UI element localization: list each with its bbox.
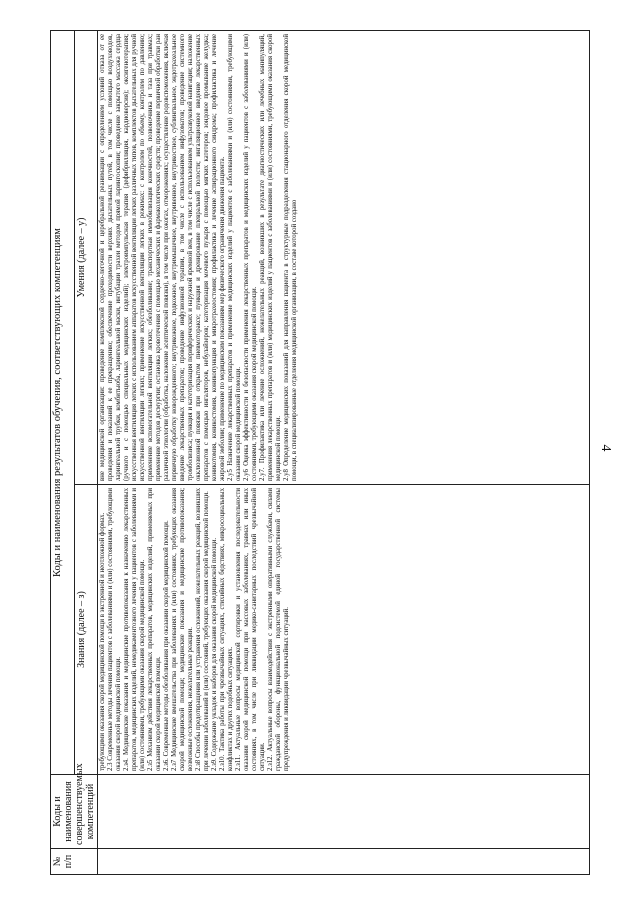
knowledge-item: 2.з9. Содержание укладок и наборов для оказания скорой медицинской помощи. bbox=[211, 537, 219, 771]
knowledge-item: 2.з6. Современные методы обезболивания при оказании скорой медицинской помощи. bbox=[163, 520, 171, 771]
cell-codes bbox=[98, 775, 590, 849]
skills-cell bbox=[98, 31, 590, 485]
skill-item: 2.у6 Оценка эффективности и безопасности применения лекарственных препаратов и медицинских изделий у пациентов с заболеваниями и (или) состояниями, требующими оказания скорой медицинской помощи. bbox=[243, 34, 259, 481]
knowledge-item: 2.з11. Актуальные вопросы медицинской сортировки и установления последовательности оказания скорой медицинской помощи при массовых заболеваниях, травмах или иных состояниях, в том числе при ликвидации медико-санитарных последствий чрезвычайной ситуации. bbox=[235, 488, 267, 771]
header-codes: Коды и наименования совершенствуемых компетенций bbox=[51, 775, 98, 849]
knowledge-item: 2.з10. Тактика работы при чрезвычайных ситуациях, стихийных бедствиях, микросоциальных конфликтах и других подобных ситуациях. bbox=[219, 488, 235, 771]
knowledge-item: 2.з4. Медицинские показания и медицинские противопоказания к назначению лекарственных препаратов, медицинских изделий, немедикаментозного лечения у пациентов с заболеваниями и (или) состояниями, требующими оказания скорой медицинской помощи. bbox=[123, 488, 147, 771]
knowledge-item: 2.з8 Способы предотвращения или устранения осложнений, нежелательных реакций, возникших при лечении заболеваний и (или) состояний, требующих оказания скорой медицинской помощи. bbox=[195, 488, 211, 771]
knowledge-item: 2.з7 Медицинские вмешательства при заболеваниях и (или) состояниях, требующих оказания скорой медицинской помощи; медицинские показания и медицинские противопоказания; возможные осложнения, нежелательные реакции. bbox=[171, 488, 195, 771]
header-skills: Умения (далее – у) bbox=[74, 31, 98, 485]
skill-item: 2.у7. Профилактика или лечение осложнений, нежелательных реакций, возникших в результате диагностических или лечебных манипуляций, применения лекарственных препаратов и (или) медицинских изделий у пациентов с заболеваниями и (или) состояниями, требующими оказания скорой медицинской помощи. bbox=[259, 34, 283, 481]
page-number: 4 bbox=[598, 444, 613, 452]
header-results: Коды и наименования результатов обучения, соответствующих компетенциям bbox=[51, 31, 75, 775]
competency-table bbox=[50, 30, 590, 875]
header-number: № п/п bbox=[51, 849, 98, 875]
knowledge-item: 2.3 Современные методы лечения пациентов с заболеваниями и (или) состояниями, требующими оказания скорой медицинской помощи. bbox=[107, 488, 123, 771]
cell-number bbox=[98, 849, 590, 875]
knowledge-item: требующими оказания скорой медицинской помощи в экстренной и неотложной формах. bbox=[99, 512, 106, 771]
rotated-table-container bbox=[50, 30, 590, 875]
skill-item: 2.у5 Назначение лекарственных препаратов и применение медицинских изделий у пациентов с заболеваниями и (или) состояниями, требующими оказания скорой медицинской помощи. bbox=[227, 34, 243, 481]
knowledge-cell bbox=[98, 485, 590, 775]
knowledge-item: 2.з5 Механизм действия лекарственных препаратов, медицинских изделий, применяемых при оказании скорой медицинской помощи. bbox=[147, 488, 163, 771]
knowledge-item: 2.з12. Актуальные вопросы взаимодействия с экстренными оперативными службами, силами гражданской обороны, функциональной подсистемой единой государственной системы предупреждения и ликвидации чрезвычайных ситуаций. bbox=[267, 488, 291, 771]
header-knowledge: Знания (далее – з) bbox=[74, 485, 98, 775]
skill-item: вне медицинской организации: проведение комплексной сердечно-легочной и церебральной реанимации с определением условий отказа от ее проведения и показаний к ее прекращению; обеспечение проходимости верхних дыхательных путей, в том числе с помощью воздуховодов, ларингеальной трубки, комбитьюба, ларингеальной маски, интубации трахеи методом прямой ларингоскопии; проведение закрытого массажа сердца (ручного и с помощью специальных медицинских изделий); электроимпульсная терапия (дефибрилляция, кардиоверсия); оксигенотерапия; искусственная вентиляция легких с использованием аппаратов искусственной вентиляции легких различных типов, комплектов дыхательных для ручной искусственной вентиляции легких; применение искусственной вентиляции легких в режимах: с контролем по объему, контролем по давлению; применение вспомогательной вентиляции легких; обезболивание; транспортная иммобилизация конечностей, позвоночника и таза при травмах; применение методов десмургии; остановка кровотечения с помощью механических и фармакологических средств; проведение первичной обработки ран различной этиологии (обработка, наложение асептической повязки), в том числе при ожогах, отморожениях; осуществление родовспоможения, включая первичную обработку новорожденного; внутрикожное, подкожное, внутримышечное, внутривенное, внутрикостное, сублингвальное, эндотрахеальное введение лекарственных препаратов; проведение инфузионной терапии, в том числе с использованием инфузоматов; проведение системного тромболизиса; пункция и катетеризация периферических и наружной яремной вен, в том числе с использованием ультразвуковой навигации; наложение окклюзионной повязки при открытом пневмотораксе; пункция и дренирование плевральной полости; ингаляционное введение лекарственных препаратов с помощью ингаляторов, небулайзеров; катетеризация мочевого пузыря с помощью мягких катетеров; зондовое промывание желудка; коникотомия, коникостомия, коникопункция и микротрахеостомия; профилактика и лечение аспирационного синдрома; профилактика и лечение жировой эмболии; применение по медицинским показаниям мер физического ограничения движения пациента. bbox=[99, 34, 227, 481]
skill-item: 2.у8 Определение медицинских показаний для направления пациента в структурные подразделения стационарного отделения скорой медицинской помощи, в специализированные отделения медицинской организации, в составе которой создано bbox=[283, 34, 299, 481]
